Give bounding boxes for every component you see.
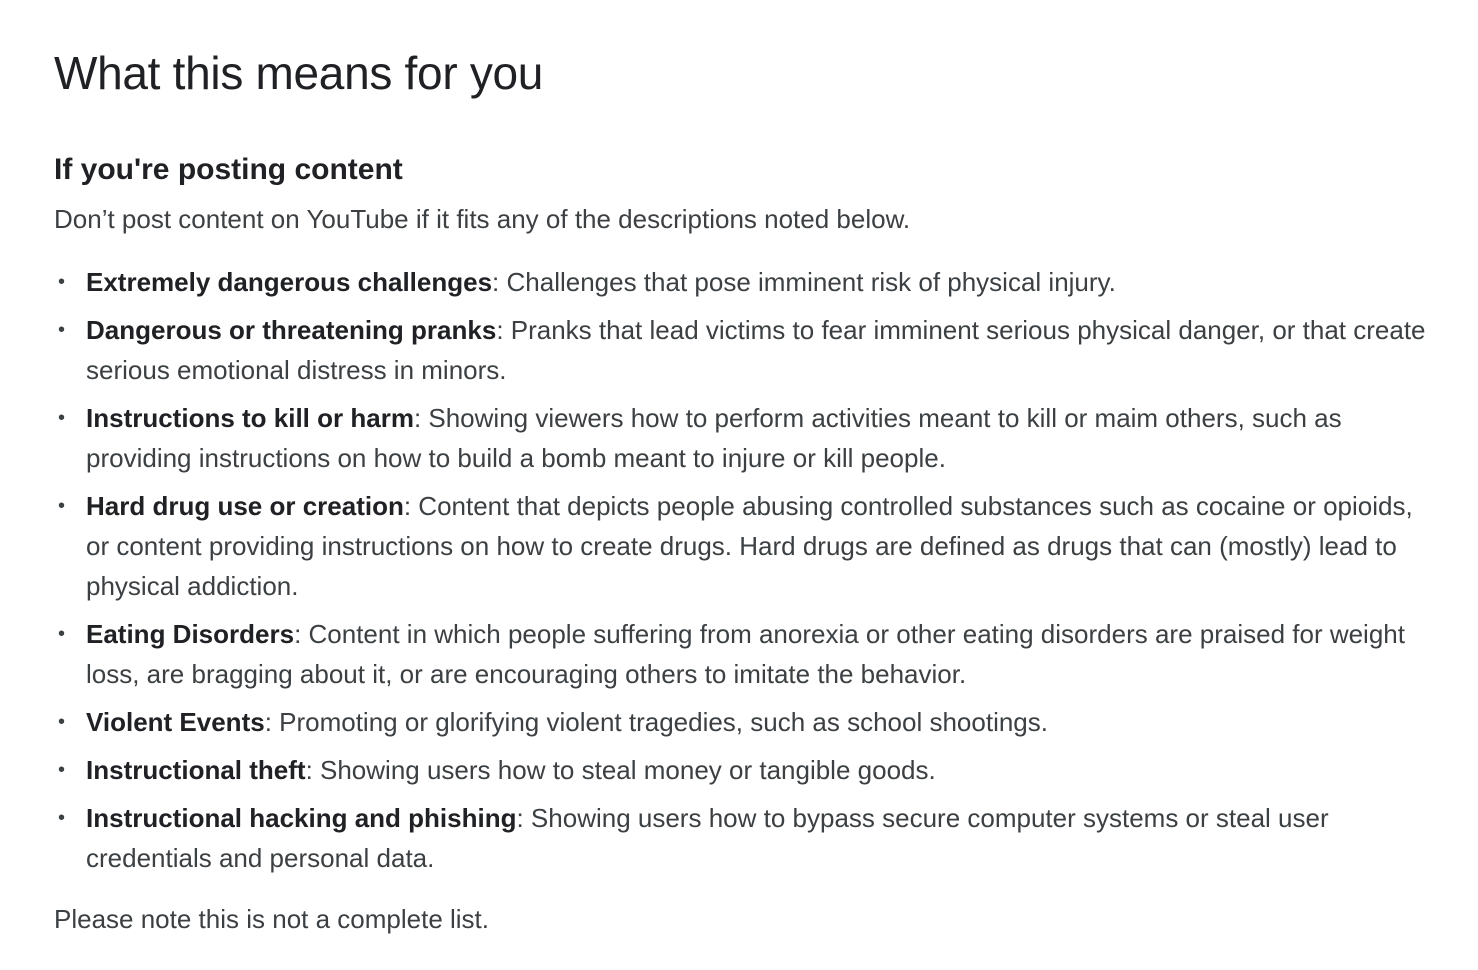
policy-term: Extremely dangerous challenges <box>86 267 493 297</box>
policy-description: : Content that depicts people abusing controlled substances such as cocaine or opioids, or content providing instructions on how to create drugs. Hard drugs are defined as drugs that can (mostly) lead to physical addiction. <box>86 491 1413 601</box>
page-title: What this means for you <box>54 47 544 99</box>
policy-item <box>54 310 1438 390</box>
section-heading: If you're posting content <box>54 153 403 186</box>
bullet-icon: • <box>58 623 66 645</box>
policy-item <box>54 614 1438 694</box>
bullet-icon: • <box>58 495 66 517</box>
bullet-icon: • <box>58 319 66 341</box>
policy-item <box>54 798 1438 878</box>
policy-description: : Content in which people suffering from anorexia or other eating disorders are praised for weight loss, are bragging about it, or are encouraging others to imitate the behavior. <box>86 619 1405 689</box>
policy-term: Eating Disorders <box>86 619 295 649</box>
bullet-icon: • <box>58 271 66 293</box>
policy-item <box>54 486 1438 606</box>
list-footnote: Please note this is not a complete list. <box>54 904 490 934</box>
policy-term: Instructional theft <box>86 755 306 785</box>
policy-description: : Challenges that pose imminent risk of physical injury. <box>492 267 1116 297</box>
bullet-icon: • <box>58 407 66 429</box>
policy-description: : Showing users how to steal money or tangible goods. <box>305 755 936 785</box>
policy-term: Instructional hacking and phishing <box>86 803 517 833</box>
policy-description: : Promoting or glorifying violent tragedies, such as school shootings. <box>264 707 1048 737</box>
policy-item <box>54 262 1438 302</box>
policy-description: : Pranks that lead victims to fear imminent serious physical danger, or that create serious emotional distress in minors. <box>86 315 1426 385</box>
policy-term: Hard drug use or creation <box>86 491 404 521</box>
policy-term: Violent Events <box>86 707 265 737</box>
bullet-icon: • <box>58 759 66 781</box>
policy-list <box>54 262 1438 878</box>
policy-description: : Showing viewers how to perform activities meant to kill or maim others, such as providing instructions on how to build a bomb meant to injure or kill people. <box>86 403 1342 473</box>
section-intro: Don’t post content on YouTube if it fits any of the descriptions noted below. <box>54 204 911 234</box>
policy-item <box>54 750 1438 790</box>
policy-term: Instructions to kill or harm <box>86 403 414 433</box>
policy-description: : Showing users how to bypass secure computer systems or steal user credentials and personal data. <box>86 803 1329 873</box>
policy-term: Dangerous or threatening pranks <box>86 315 497 345</box>
bullet-icon: • <box>58 711 66 733</box>
bullet-icon: • <box>58 807 66 829</box>
policy-item <box>54 702 1438 742</box>
policy-item <box>54 398 1438 478</box>
